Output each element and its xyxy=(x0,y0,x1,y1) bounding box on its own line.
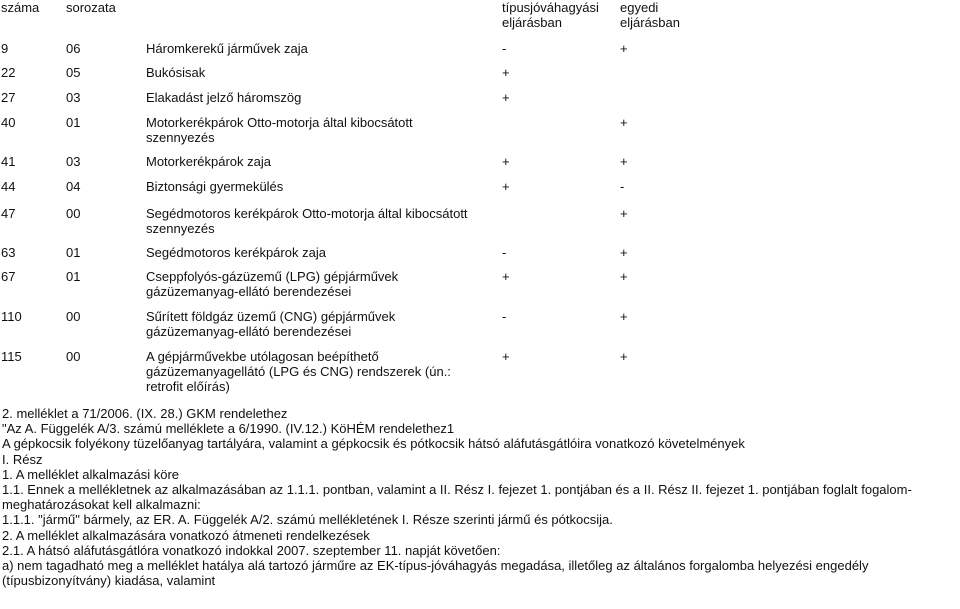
text-line: 1.1.1. "jármű" bármely, az ER. A. Függelék A/2. számú mellékletének I. Része szerinti jármű és pótkocsija. xyxy=(2,512,613,528)
row-name xyxy=(146,245,496,260)
text-line: 2.1. A hátsó aláfutásgátlóra vonatkozó indokkal 2007. szeptember 11. napját követően: xyxy=(2,542,501,558)
header-egyedi: egyedi eljárásban xyxy=(620,0,680,30)
row-name xyxy=(146,179,496,194)
row-szama: 110 xyxy=(1,309,22,324)
row-name-line: Biztonsági gyermekülés xyxy=(146,179,284,194)
row-egyedi: - xyxy=(620,179,625,194)
row-name-line: szennyezés xyxy=(146,221,215,236)
row-sorozata: 03 xyxy=(66,154,81,169)
row-name-line: gázüzemanyagellátó (LPG és CNG) rendszerek (ún.: xyxy=(146,364,451,379)
row-szama: 40 xyxy=(1,115,16,130)
row-sorozata: 00 xyxy=(66,206,81,221)
row-name xyxy=(146,115,496,145)
header-tipusjovahagyasi: típusjóváhagyási eljárásban xyxy=(502,0,599,30)
text-line: a) nem tagadható meg a melléklet hatálya alá tartozó járműre az EK-típus-jóváhagyás megadása, illetőleg az általános forgalomba helyezési engedély xyxy=(2,558,869,574)
header-szama: száma xyxy=(1,0,40,15)
row-egyedi: + xyxy=(620,206,628,221)
row-name-line: Bukósisak xyxy=(146,65,206,80)
row-sorozata: 05 xyxy=(66,65,81,80)
row-szama: 63 xyxy=(1,245,16,260)
row-szama: 22 xyxy=(1,65,16,80)
row-sorozata: 01 xyxy=(66,269,81,284)
text-line: meghatározásokat kell alkalmazni: xyxy=(2,497,201,513)
row-name-line: Segédmotoros kerékpárok Otto-motorja által kibocsátott xyxy=(146,206,468,221)
row-szama: 9 xyxy=(1,41,9,56)
row-tipus: - xyxy=(502,245,507,260)
row-name-line: Motorkerékpárok zaja xyxy=(146,154,271,169)
row-sorozata: 01 xyxy=(66,245,81,260)
row-tipus: + xyxy=(502,65,510,80)
row-name xyxy=(146,206,496,236)
row-sorozata: 06 xyxy=(66,41,81,56)
row-tipus: + xyxy=(502,269,510,284)
row-szama: 41 xyxy=(1,154,16,169)
row-szama: 67 xyxy=(1,269,16,284)
row-name xyxy=(146,65,496,80)
row-name-line: gázüzemanyag-ellátó berendezései xyxy=(146,324,352,339)
row-szama: 27 xyxy=(1,90,16,105)
row-name-line: Segédmotoros kerékpárok zaja xyxy=(146,245,326,260)
row-tipus: - xyxy=(502,309,507,324)
row-tipus: + xyxy=(502,154,510,169)
row-name xyxy=(146,349,496,394)
row-egyedi: + xyxy=(620,41,628,56)
row-sorozata: 01 xyxy=(66,115,81,130)
row-tipus: + xyxy=(502,179,510,194)
row-name-line: Sűrített földgáz üzemű (CNG) gépjárművek xyxy=(146,309,396,324)
row-name-line: Elakadást jelző háromszög xyxy=(146,90,302,105)
text-line: (típusbizonyítvány) kiadása, valamint xyxy=(2,573,216,589)
row-egyedi: + xyxy=(620,245,628,260)
row-tipus: + xyxy=(502,349,510,364)
row-sorozata: 00 xyxy=(66,349,81,364)
row-egyedi: + xyxy=(620,154,628,169)
row-sorozata: 00 xyxy=(66,309,81,324)
row-name-line: Háromkerekű járművek zaja xyxy=(146,41,308,56)
row-tipus: - xyxy=(502,41,507,56)
row-tipus: + xyxy=(502,90,510,105)
row-name xyxy=(146,41,496,56)
row-name-line: A gépjárművekbe utólagosan beépíthető xyxy=(146,349,379,364)
text-line: 1.1. Ennek a mellékletnek az alkalmazásában az 1.1.1. pontban, valamint a II. Rész I. fejezet 1. pontjában és a II. Rész II. fejezet 1. pontjában foglalt fogalom- xyxy=(2,482,912,498)
row-name-line: gázüzemanyag-ellátó berendezései xyxy=(146,284,352,299)
row-name xyxy=(146,269,496,299)
row-sorozata: 03 xyxy=(66,90,81,105)
text-line: "Az A. Függelék A/3. számú melléklete a 6/1990. (IV.12.) KöHÉM rendelethez1 xyxy=(2,421,455,437)
row-egyedi: + xyxy=(620,269,628,284)
row-name-line: retrofit előírás) xyxy=(146,379,230,394)
row-name xyxy=(146,154,496,169)
row-egyedi: + xyxy=(620,115,628,130)
row-szama: 47 xyxy=(1,206,16,221)
text-line: 1. A melléklet alkalmazási köre xyxy=(2,466,180,482)
row-egyedi: + xyxy=(620,349,628,364)
row-szama: 115 xyxy=(1,349,22,364)
text-line: 2. melléklet a 71/2006. (IX. 28.) GKM rendelethez xyxy=(2,406,288,421)
header-sorozata: sorozata xyxy=(66,0,116,15)
row-egyedi: + xyxy=(620,309,628,324)
row-name xyxy=(146,309,496,339)
row-sorozata: 04 xyxy=(66,179,81,194)
row-name-line: szennyezés xyxy=(146,130,215,145)
row-name xyxy=(146,90,496,105)
text-line: 2. A melléklet alkalmazására vonatkozó átmeneti rendelkezések xyxy=(2,527,370,543)
text-line: I. Rész xyxy=(2,451,43,467)
document-text xyxy=(2,406,957,588)
text-line: A gépkocsik folyékony tüzelőanyag tartályára, valamint a gépkocsik és pótkocsik hátsó aláfutásgátlóira vonatkozó követelmények xyxy=(2,436,745,452)
row-name-line: Cseppfolyós-gázüzemű (LPG) gépjárművek xyxy=(146,269,399,284)
row-name-line: Motorkerékpárok Otto-motorja által kibocsátott xyxy=(146,115,413,130)
row-szama: 44 xyxy=(1,179,16,194)
